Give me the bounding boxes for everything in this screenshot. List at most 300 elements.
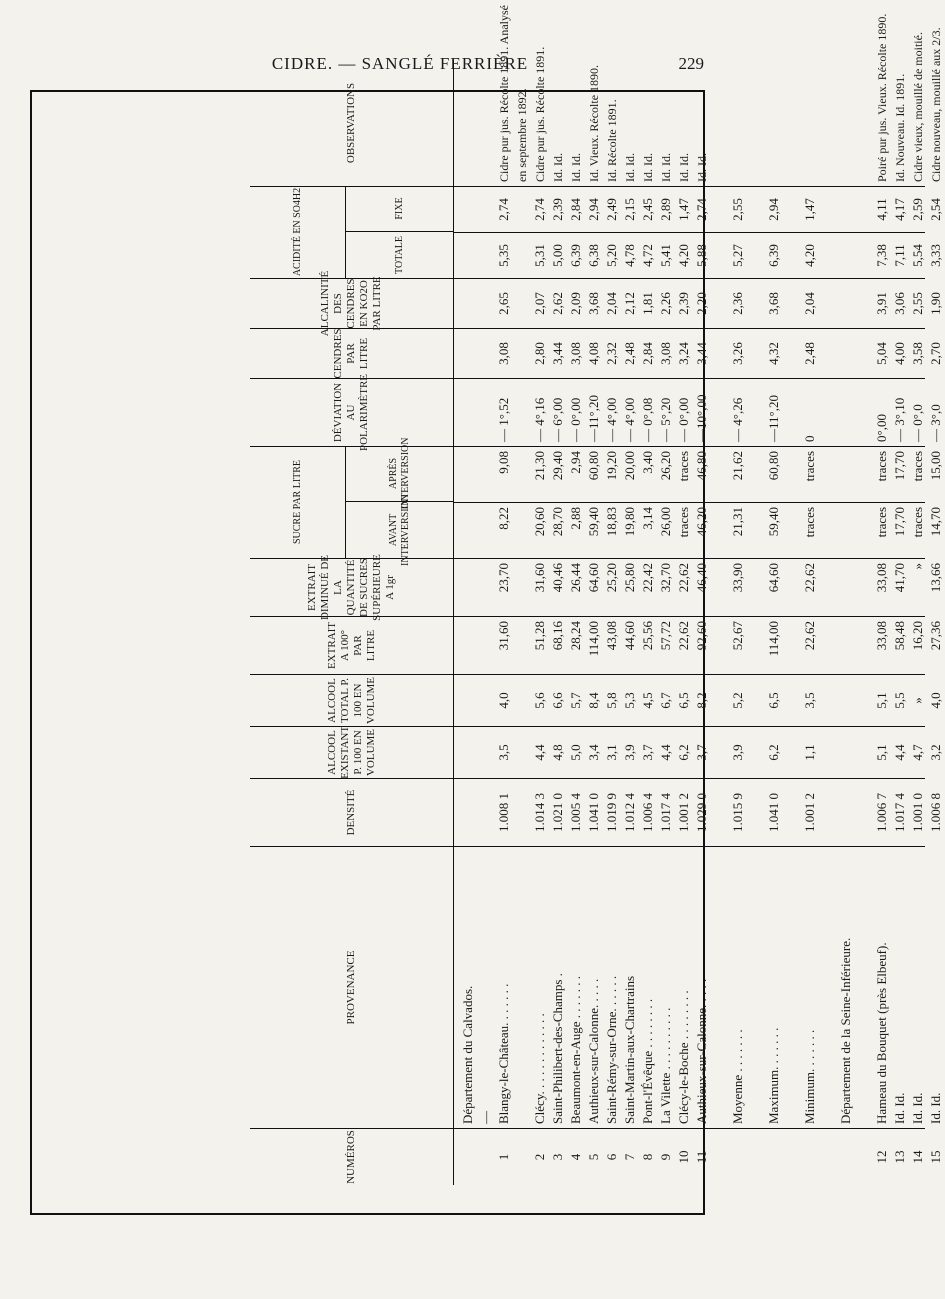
table-cell: — 6°,00 (550, 397, 565, 442)
table-cell (477, 779, 495, 846)
table-cell: Id. Récolte 1891. (605, 99, 619, 182)
table-cell: 3,44 (550, 342, 565, 365)
header-extrait-diminue: EXTRAIT DIMINUÉ DE LA QUANTITÉ DE SUCRES SUPÉRIEURE A 1gr (250, 559, 453, 617)
table-cell: Authieux-sur-Calonne. . . . . (694, 978, 709, 1124)
table-cell: 31,60 (496, 621, 511, 651)
table-cell: 5,00 (550, 244, 565, 267)
table-cell: 6,6 (550, 692, 565, 709)
table-cell: 2,20 (694, 292, 709, 315)
table-cell: 25,56 (640, 621, 655, 651)
table-cell: 1.019 9 (604, 793, 619, 832)
sucre-apres-column (453, 447, 943, 503)
table-cell (477, 727, 495, 778)
table-cell: traces (802, 451, 817, 482)
table-cell: 4,32 (766, 342, 781, 365)
table-cell: 4,08 (586, 342, 601, 365)
header-sucre: SUCRE PAR LITRE (291, 459, 303, 545)
alcool-total-column (453, 675, 943, 727)
table-cell: 2,09 (568, 292, 583, 315)
table-cell (711, 447, 729, 502)
table-cell: 10 (676, 1150, 691, 1164)
table-cell (765, 60, 783, 186)
extrait-diminue-column (453, 559, 943, 617)
table-cell: 1.006 4 (640, 793, 655, 832)
table-cell (837, 559, 855, 616)
table-cell: 5,54 (910, 244, 925, 267)
table-cell: 2,48 (802, 342, 817, 365)
table-cell: 3,68 (586, 292, 601, 315)
table-cell (837, 675, 855, 726)
table-cell (819, 503, 837, 558)
table-cell (513, 847, 531, 1128)
table-cell (855, 847, 873, 1128)
table-cell (747, 503, 765, 558)
table-cell: Pont-l'Évêque . . . . . . . . (640, 998, 655, 1124)
table-cell: 1 (496, 1153, 511, 1161)
table-cell: 4,72 (640, 244, 655, 267)
table-cell (459, 447, 477, 502)
table-cell (459, 727, 477, 778)
table-cell: 1.008 1 (496, 793, 511, 832)
table-cell: 27,36 (928, 621, 943, 651)
table-cell: 3,26 (730, 342, 745, 365)
table-cell: 4,0 (496, 692, 511, 709)
table-cell: 59,40 (766, 507, 781, 537)
table-cell (837, 1129, 855, 1185)
table-cell: Beaumont-en-Auge . . . . . . . (568, 975, 583, 1124)
table-cell (819, 617, 837, 674)
table-cell: 1.001 0 (910, 793, 925, 832)
table-cell (837, 727, 855, 778)
header-densite: DENSITÉ (250, 779, 453, 847)
table-cell: Id. Id. (641, 153, 655, 182)
table-cell (783, 279, 801, 328)
table-cell: 6,39 (568, 244, 583, 267)
table-cell: 3,5 (802, 692, 817, 709)
table-cell (711, 617, 729, 674)
table-cell: 2,84 (568, 198, 583, 221)
table-cell: 11 (694, 1150, 709, 1164)
table-cell: traces (874, 451, 889, 482)
table-cell: 6,5 (676, 692, 691, 709)
table-cell: Clécy-le-Boche . . . . . . . . (676, 990, 691, 1124)
table-cell (783, 779, 801, 846)
table-cell: 46,20 (694, 507, 709, 537)
table-cell: 3 (550, 1153, 565, 1161)
table-cell (819, 447, 837, 502)
table-cell: 2,74 (496, 198, 511, 221)
rotated-table (250, 5, 943, 1185)
table-cell (747, 779, 765, 846)
table-cell: 1,47 (676, 198, 691, 221)
table-cell (477, 379, 495, 446)
table-cell (459, 1129, 477, 1185)
table-cell: 44,60 (622, 621, 637, 651)
table-cell: 64,60 (586, 563, 601, 593)
table-cell: 5,1 (874, 744, 889, 761)
table-cell (855, 60, 873, 186)
table-cell: 22,42 (640, 563, 655, 593)
table-cell: 5,20 (604, 244, 619, 267)
table-cell: 2,49 (604, 198, 619, 221)
table-cell (459, 675, 477, 726)
table-cell (783, 233, 801, 278)
table-cell: 2,94 (568, 451, 583, 474)
table-cell (747, 447, 765, 502)
table-cell (819, 187, 837, 232)
table-cell: 57,72 (658, 621, 673, 651)
table-cell (477, 675, 495, 726)
table-cell: Cidre vieux, mouillé de moitié. (911, 32, 925, 182)
table-cell: 19,80 (622, 507, 637, 537)
table-cell: 46,80 (694, 451, 709, 481)
table-cell: Id. Id. (551, 153, 565, 182)
table-cell (819, 675, 837, 726)
table-cell: 3,1 (604, 744, 619, 761)
table-cell: 1.041 0 (586, 793, 601, 832)
table-cell: traces (910, 507, 925, 538)
header-alcalinite: ALCALINITÉ DES CENDRES EN KO2O PAR LITRE (250, 279, 453, 329)
table-cell (459, 617, 477, 674)
table-cell (477, 60, 495, 186)
table-cell: 2,39 (550, 198, 565, 221)
table-cell (783, 379, 801, 446)
table-cell (837, 60, 855, 186)
table-cell: 3,33 (928, 244, 943, 267)
table-cell (747, 279, 765, 328)
header-sucre-apres: APRÈS INTERVERSION (345, 446, 453, 502)
table-cell: 5,3 (622, 692, 637, 709)
table-cell: Id. Id. (569, 153, 583, 182)
table-cell: 7,11 (892, 244, 907, 267)
table-cell: 15 (928, 1150, 943, 1164)
numero-column (453, 1129, 943, 1185)
table-cell: 14,70 (928, 507, 943, 537)
sucre-avant-column (453, 503, 943, 559)
table-cell: — 4°,00 (622, 397, 637, 442)
table-cell (711, 187, 729, 232)
table-cell: 8,2 (694, 692, 709, 709)
table-cell: 5,7 (568, 692, 583, 709)
table-cell: 3,24 (676, 342, 691, 365)
table-cell (711, 503, 729, 558)
header-cendres: CENDRES PAR LITRE (250, 329, 453, 379)
table-cell (819, 379, 837, 446)
table-cell: 2,12 (622, 292, 637, 315)
table-cell: Département de la Seine-Inférieure. (838, 937, 853, 1124)
table-cell: 4,17 (892, 198, 907, 221)
table-cell (459, 60, 477, 186)
table-cell (747, 187, 765, 232)
table-cell (459, 559, 477, 616)
table-cell: 26,00 (658, 507, 673, 537)
table-cell: 5,0 (568, 744, 583, 761)
table-cell: Id. Id. (695, 153, 709, 182)
table-cell (855, 1129, 873, 1185)
table-cell (747, 617, 765, 674)
table-cell (855, 675, 873, 726)
table-cell: Cidre pur jus. Récolte 1891. (533, 46, 547, 182)
table-cell: traces (676, 451, 691, 482)
table-cell (459, 779, 477, 846)
table-cell: 18,83 (604, 507, 619, 537)
table-cell: 6,39 (766, 244, 781, 267)
table-cell: 3,06 (892, 292, 907, 315)
table-cell: 21,31 (730, 507, 745, 537)
table-cell: 2,88 (568, 507, 583, 530)
table-cell (837, 379, 855, 446)
table-cell (459, 187, 477, 232)
table-cell: 1.006 7 (874, 793, 889, 832)
table-cell: Id. Nouveau. Id. 1891. (893, 73, 907, 182)
table-cell (711, 779, 729, 846)
table-cell: 5,41 (658, 244, 673, 267)
table-cell: 5,27 (730, 244, 745, 267)
table-cell (513, 675, 531, 726)
table-cell: 64,60 (766, 563, 781, 593)
table-cell: 3,91 (874, 292, 889, 315)
table-cell: 33,90 (730, 563, 745, 593)
table-cell: 114,00 (586, 621, 601, 657)
table-cell: 41,70 (892, 563, 907, 593)
table-cell (837, 233, 855, 278)
table-cell (747, 60, 765, 186)
table-cell: —10°,00 (694, 394, 709, 442)
table-cell (477, 187, 495, 232)
table-cell: 6,2 (766, 744, 781, 761)
table-cell (477, 329, 495, 378)
table-cell: 4,4 (532, 744, 547, 761)
table-cell: — 0°,08 (640, 397, 655, 442)
table-cell: 25,80 (622, 563, 637, 593)
table-cell: 3,68 (766, 292, 781, 315)
table-cell: 5,04 (874, 342, 889, 365)
table-cell: en septembre 1892. (515, 88, 529, 182)
table-cell (783, 727, 801, 778)
table-cell (855, 279, 873, 328)
table-cell: 3,4 (586, 744, 601, 761)
table-cell: 1.017 4 (892, 793, 907, 832)
table-cell: 46,40 (694, 563, 709, 593)
table-cell: 2,70 (928, 342, 943, 365)
table-cell: 2,62 (550, 292, 565, 315)
table-cell: 60,80 (766, 451, 781, 481)
table-cell (837, 447, 855, 502)
table-cell (819, 279, 837, 328)
table-cell: — 1°,52 (496, 397, 511, 442)
table-cell: 2,04 (802, 292, 817, 315)
table-cell: traces (676, 507, 691, 538)
table-cell (855, 727, 873, 778)
table-cell: 33,08 (874, 563, 889, 593)
table-cell: 22,62 (676, 621, 691, 651)
table-cell: 0°,00 (874, 414, 889, 442)
table-cell (711, 847, 729, 1128)
table-cell: 12 (874, 1150, 889, 1164)
table-cell: 3,44 (694, 342, 709, 365)
table-cell: 3,7 (640, 744, 655, 761)
header-numeros: NUMÉROS (345, 1130, 357, 1184)
extrait-column (453, 617, 943, 675)
table-cell (855, 329, 873, 378)
table-cell: 2,80 (532, 342, 547, 365)
table-cell: 2,89 (658, 198, 673, 221)
table-cell: 28,24 (568, 621, 583, 651)
table-cell: » (910, 697, 925, 704)
table-cell: 2,48 (622, 342, 637, 365)
table-cell: traces (802, 507, 817, 538)
table-cell: 1.014 3 (532, 793, 547, 832)
table-cell: 26,44 (568, 563, 583, 593)
table-cell: 52,67 (730, 621, 745, 651)
table-cell (513, 379, 531, 446)
table-cell (783, 329, 801, 378)
table-cell: 21,62 (730, 451, 745, 481)
table-cell (837, 617, 855, 674)
table-cell: 1.001 2 (802, 793, 817, 832)
table-cell: — (478, 1111, 493, 1124)
table-cell (729, 1129, 747, 1185)
table-cell (819, 779, 837, 846)
table-cell: 5,8 (604, 692, 619, 709)
table-cell: 8,4 (586, 692, 601, 709)
table-cell: 6,7 (658, 692, 673, 709)
table-cell: Id. Id. (892, 1092, 907, 1124)
table-cell: 31,60 (532, 563, 547, 593)
table-cell: 5,35 (496, 244, 511, 267)
header-observations: OBSERVATIONS (250, 60, 453, 187)
table-cell: 15,00 (928, 451, 943, 481)
table-cell (855, 779, 873, 846)
table-cell: 4,4 (892, 744, 907, 761)
acidite-fixe-column (453, 187, 943, 233)
table-cell: Id. Id. (928, 1092, 943, 1124)
table-cell: — 4°,00 (604, 397, 619, 442)
table-cell: 19,20 (604, 451, 619, 481)
table-cell: Cidre pur jus. Récolte 1891. Analysé (497, 5, 511, 182)
table-cell (513, 279, 531, 328)
table-cell: 92,60 (694, 621, 709, 651)
table-cell: — 4°,16 (532, 397, 547, 442)
table-cell: Id. Id. (623, 153, 637, 182)
table-cell (513, 447, 531, 502)
table-cell (711, 379, 729, 446)
table-cell: 29,40 (550, 451, 565, 481)
observations-column (453, 5, 943, 187)
table-cell: — 3°,10 (892, 397, 907, 442)
table-cell (711, 559, 729, 616)
table-cell: 5,2 (730, 692, 745, 709)
table-cell: 23,70 (496, 563, 511, 593)
table-cell (459, 329, 477, 378)
table-cell (513, 727, 531, 778)
table-cell: 25,20 (604, 563, 619, 593)
table-cell: 4,7 (910, 744, 925, 761)
table-body (453, 5, 943, 1185)
table-cell: 8 (640, 1153, 655, 1161)
table-cell (783, 847, 801, 1128)
table-cell (513, 559, 531, 616)
table-cell (783, 60, 801, 186)
table-cell: 59,40 (586, 507, 601, 537)
table-header (250, 60, 454, 1185)
alcool-existant-column (453, 727, 943, 779)
table-cell (855, 617, 873, 674)
table-cell: 9,08 (496, 451, 511, 474)
table-cell: 1,90 (928, 292, 943, 315)
table-cell: 4,11 (874, 198, 889, 221)
table-cell: 7 (622, 1153, 637, 1161)
table-cell: Id. Id. (910, 1092, 925, 1124)
table-cell: — 0°,00 (676, 397, 691, 442)
table-cell: 3,40 (640, 451, 655, 474)
table-cell: — 5°,20 (658, 397, 673, 442)
page-number: 229 (678, 54, 704, 73)
header-sucre-avant: AVANT INTERVERSION (345, 502, 453, 558)
header-extrait: EXTRAIT A 100° PAR LITRE (250, 617, 453, 675)
table-cell: Moyenne . . . . . . . (730, 1029, 745, 1124)
table-cell: 3,9 (730, 744, 745, 761)
table-cell: 2,07 (532, 292, 547, 315)
table-cell (783, 187, 801, 232)
table-cell: 2,74 (694, 198, 709, 221)
table-cell: 4,5 (640, 692, 655, 709)
running-title: CIDRE. — SANGLÉ FERRIÈRE (271, 54, 529, 73)
table-cell: traces (910, 451, 925, 482)
table-cell: 33,08 (874, 621, 889, 651)
table-cell: 2,84 (640, 342, 655, 365)
table-cell: 40,46 (550, 563, 565, 593)
table-cell (747, 233, 765, 278)
table-cell: 3,08 (568, 342, 583, 365)
table-cell: 5,88 (694, 244, 709, 267)
table-cell: 2,59 (910, 198, 925, 221)
alcalinite-column (453, 279, 943, 329)
table-cell: 17,70 (892, 507, 907, 537)
header-provenance: PROVENANCE (250, 847, 453, 1129)
table-cell (783, 617, 801, 674)
table-cell: 2,26 (658, 292, 673, 315)
table-cell: Cidre nouveau, mouillé aux 2/3. (929, 27, 943, 182)
table-cell (819, 847, 837, 1128)
table-cell: 6 (604, 1153, 619, 1161)
table-cell (819, 559, 837, 616)
table-cell: 58,48 (892, 621, 907, 651)
table-cell: 0 (802, 435, 817, 442)
table-cell: Blangy-le-Château. . . . . . . (496, 983, 511, 1124)
table-cell (459, 233, 477, 278)
table-cell: 2,54 (928, 198, 943, 221)
provenance-column (453, 847, 943, 1129)
table-cell (819, 1129, 837, 1185)
table-cell: —11°,20 (766, 395, 781, 442)
table-cell: — 4°,26 (730, 397, 745, 442)
table-cell: 3,58 (910, 342, 925, 365)
table-cell: 4,4 (658, 744, 673, 761)
table-cell: 2,94 (766, 198, 781, 221)
table-cell: 5,5 (892, 692, 907, 709)
table-cell: 1,1 (802, 744, 817, 761)
table-cell: 2,36 (730, 292, 745, 315)
table-cell (801, 60, 819, 186)
table-cell: 1.015 9 (730, 793, 745, 832)
table-cell: traces (874, 507, 889, 538)
table-cell: 2,65 (496, 292, 511, 315)
table-cell (783, 559, 801, 616)
table-cell (711, 233, 729, 278)
table-cell: 4 (568, 1153, 583, 1161)
table-cell (819, 329, 837, 378)
